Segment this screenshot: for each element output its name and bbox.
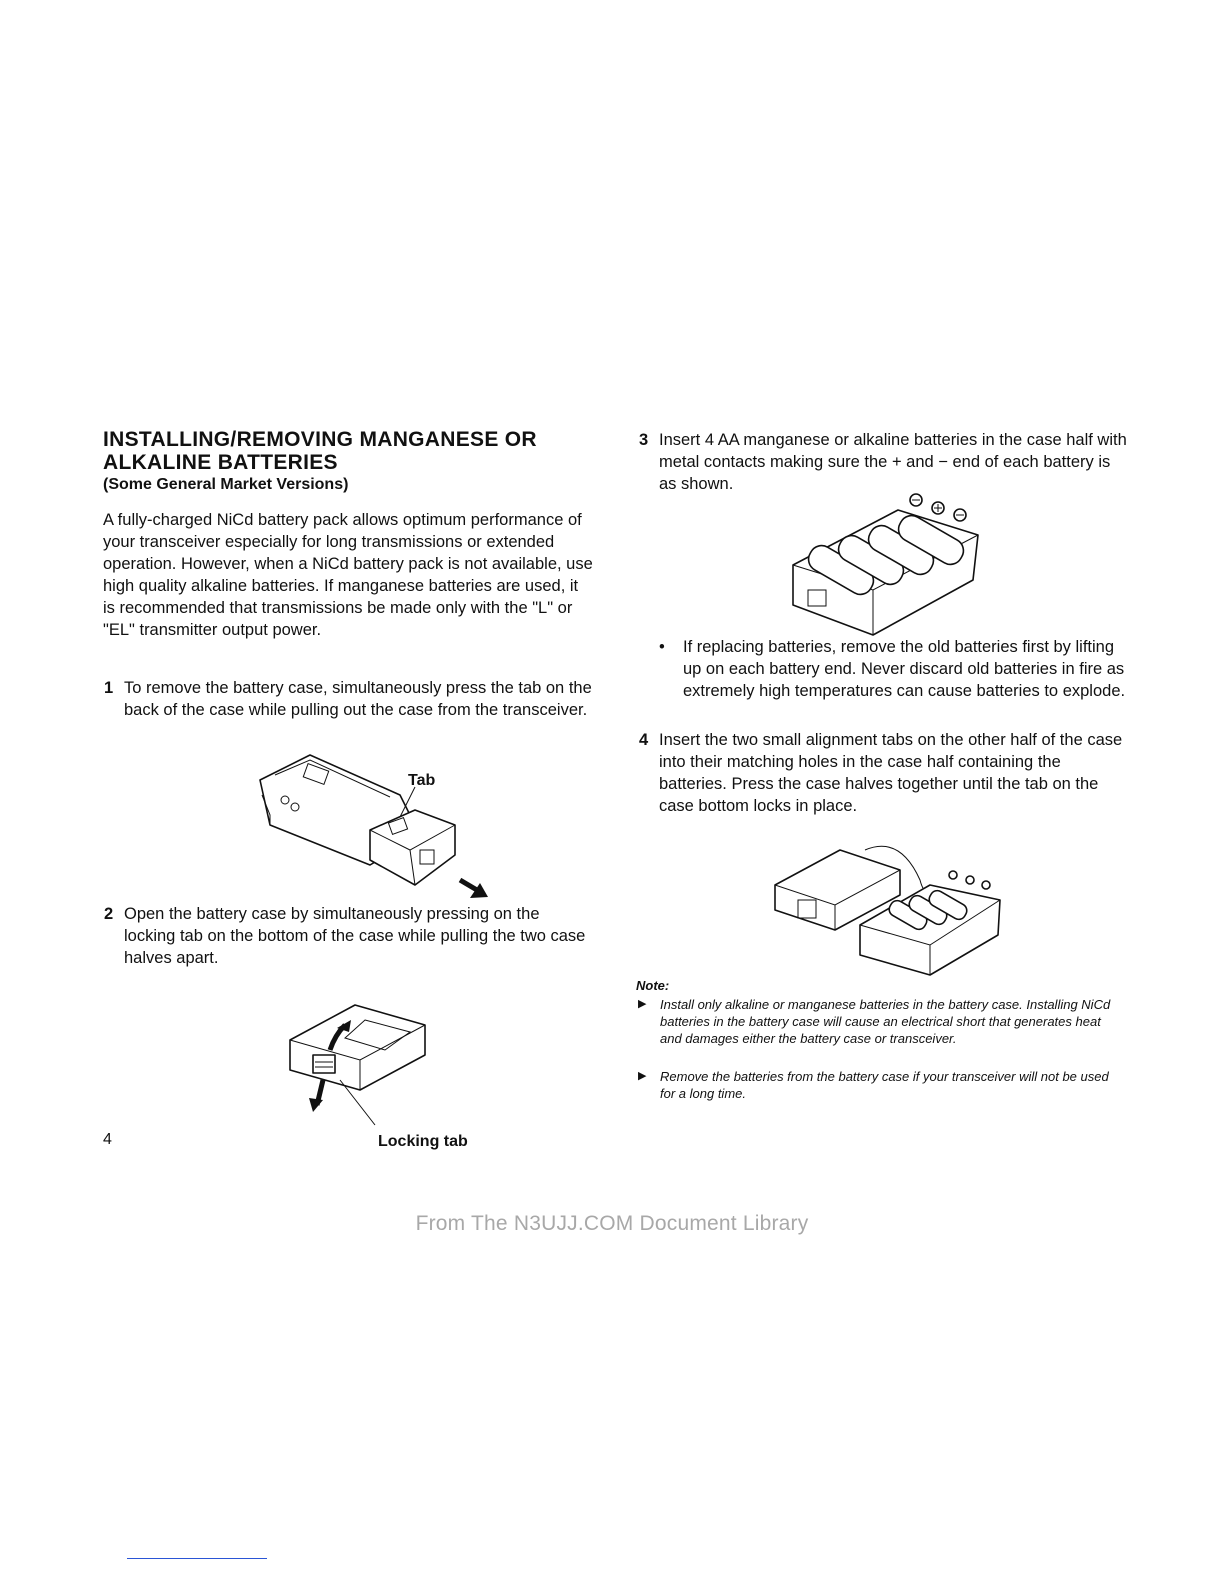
library-footer: From The N3UJJ.COM Document Library: [415, 1212, 809, 1235]
step-2-text: Open the battery case by simultaneously pressing on the locking tab on the bottom of the case while pulling the two case halves apart.: [124, 905, 586, 967]
battery-insertion-illustration: [788, 490, 988, 640]
note-title: Note:: [636, 978, 670, 993]
locking-tab: [313, 1055, 335, 1073]
step-2: [104, 903, 594, 969]
step-4: [639, 729, 1131, 817]
step-1-number: 1: [104, 679, 114, 697]
locking-tab-label: Locking tab: [378, 1133, 468, 1150]
note-item-1: [638, 996, 1120, 1047]
pull-arrow: [460, 880, 488, 898]
note-item-1-text: Install only alkaline or manganese batteries in the battery case. Installing NiCd batteries in the battery case will cause an electrical short that generates heat and damages either the battery case or transceiver.: [660, 997, 1111, 1046]
section-heading-line2: ALKALINE BATTERIES: [103, 451, 338, 474]
note-arrow-icon: ▶: [638, 998, 647, 1010]
step-2-number: 2: [104, 905, 114, 923]
step-3-number: 3: [639, 431, 649, 449]
note-item-2: [638, 1068, 1120, 1102]
page-number: 4: [103, 1131, 112, 1148]
locking-tab-illustration: [285, 1000, 465, 1140]
section-subheading: (Some General Market Versions): [103, 476, 349, 493]
tab-label: Tab: [408, 772, 436, 789]
step-4-text: Insert the two small alignment tabs on the other half of the case into their matching holes in the case half containing the batteries. Press the case halves together until the tab on the case bottom locks in place.: [659, 731, 1123, 815]
note-arrow-icon: ▶: [638, 1070, 647, 1082]
polarity-markers-small: [949, 871, 990, 889]
section-heading: [103, 428, 537, 474]
step-1: [104, 677, 599, 721]
step-4-number: 4: [639, 731, 649, 749]
transceiver-removal-illustration: [250, 755, 510, 895]
case-assembly-illustration: [770, 840, 1020, 980]
case-upper-half: [290, 1005, 425, 1090]
replacement-bullet-text: If replacing batteries, remove the old batteries first by lifting up on each battery end. Never discard old batteries in fire as extremely high temperatures can cause batteries to explode.: [683, 638, 1126, 700]
note-item-2-text: Remove the batteries from the battery case if your transceiver will not be used for a long time.: [660, 1069, 1109, 1101]
replacement-bullet: [659, 636, 1133, 702]
step-3-text: Insert 4 AA manganese or alkaline batteries in the case half with metal contacts making sure the + and − end of each battery is as shown.: [659, 431, 1127, 493]
step-3: [639, 429, 1129, 495]
intro-paragraph: A fully-charged NiCd battery pack allows optimum performance of your transceiver especially for long transmissions or extended operation. However, when a NiCd battery pack is not available, use high quality alkaline batteries. If manganese batteries are used, it is recommended that transmissions be made only with the "L" or "EL" transmitter output power.: [103, 511, 593, 639]
bullet-dot-icon: •: [659, 638, 665, 656]
section-heading-line1: INSTALLING/REMOVING MANGANESE OR: [103, 428, 537, 451]
step-1-text: To remove the battery case, simultaneously press the tab on the back of the case while pulling out the case from the transceiver.: [124, 679, 592, 719]
down-arrow: [309, 1080, 323, 1112]
footer-divider: [127, 1558, 267, 1559]
